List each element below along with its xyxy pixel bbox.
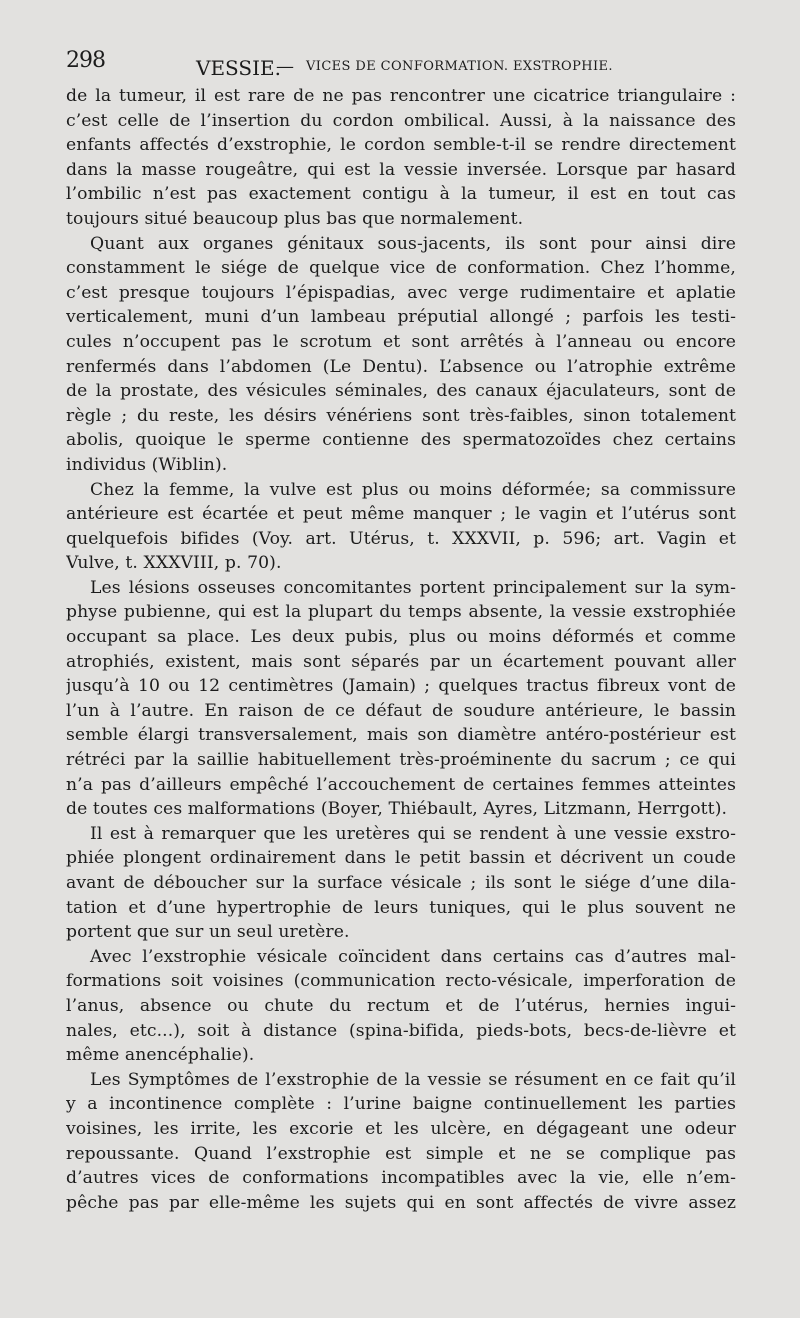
text-line: individus (Wiblin). <box>66 454 228 475</box>
text-line: avant de déboucher sur la surface vésicale ; ils sont le siége d’une dila- <box>66 873 736 893</box>
text-line: semble élargi transversalement, mais son diamètre antéro-postérieur est <box>66 725 736 746</box>
text-line: voisines, les irrite, les excorie et les ulcère, en dégageant une odeur <box>66 1118 736 1139</box>
paragraph-tumeur <box>66 84 736 232</box>
text-line: Les lésions osseuses concomitantes portent principalement sur la sym- <box>90 577 736 598</box>
text-line: renfermés dans l’abdomen (Le Dentu). L’absence ou l’atrophie extrême <box>66 356 736 377</box>
text-line: d’autres vices de conformations incompatibles avec la vie, elle n’em- <box>66 1168 736 1189</box>
text-line: repoussante. Quand l’exstrophie est simple et ne se complique pas <box>66 1143 736 1164</box>
text-line: jusqu’à 10 ou 12 centimètres (Jamain) ; quelques tractus fibreux vont de <box>66 676 736 697</box>
text-line: Les Symptômes de l’exstrophie de la vessie se résument en ce fait qu’il <box>90 1069 736 1090</box>
text-line: antérieure est écartée et peut même manquer ; le vagin et l’utérus sont <box>66 504 736 525</box>
text-line: atrophiés, existent, mais sont séparés par un écartement pouvant aller <box>66 651 736 672</box>
text-line: de toutes ces malformations (Boyer, Thiébault, Ayres, Litzmann, Herrgott). <box>66 799 728 820</box>
text-line: phiée plongent ordinairement dans le petit bassin et décrivent un coude <box>66 848 736 869</box>
text-line: toujours situé beaucoup plus bas que normalement. <box>66 208 524 229</box>
text-line: l’un à l’autre. En raison de ce défaut de soudure antérieure, le bassin <box>66 700 736 721</box>
text-line: portent que sur un seul uretère. <box>66 922 350 943</box>
paragraph-femme <box>66 478 736 576</box>
paragraph-symptomes <box>66 1068 736 1216</box>
text-line: constamment le siége de quelque vice de conformation. Chez l’homme, <box>66 258 736 279</box>
text-line: verticalement, muni d’un lambeau préputial allongé ; parfois les testi- <box>66 307 736 328</box>
text-line: tation et d’une hypertrophie de leurs tuniques, qui le plus souvent ne <box>66 897 736 918</box>
text-line: de la tumeur, il est rare de ne pas rencontrer une cicatrice triangulaire : <box>66 86 736 106</box>
text-line: cules n’occupent pas le scrotum et sont arrêtés à l’anneau ou encore <box>66 331 736 352</box>
paragraph-lesions-osseuses <box>66 576 736 822</box>
running-head <box>66 44 736 84</box>
text-line: Avec l’exstrophie vésicale coïncident dans certains cas d’autres mal- <box>90 946 736 967</box>
text-line: pêche pas par elle-même les sujets qui en sont affectés de vivre assez <box>66 1192 736 1213</box>
text-line: de la prostate, des vésicules séminales, des canaux éjaculateurs, sont de <box>66 381 736 402</box>
text-line: occupant sa place. Les deux pubis, plus ou moins déformés et comme <box>66 627 736 648</box>
running-head-title: VESSIE. <box>196 56 281 80</box>
text-line: c’est celle de l’insertion du cordon ombilical. Aussi, à la naissance des <box>66 110 736 131</box>
paragraph-ureteres <box>66 822 736 945</box>
text-line: rétréci par la saillie habituellement très-proéminente du sacrum ; ce qui <box>66 750 736 771</box>
text-line: Vulve, t. XXXVIII, p. 70). <box>66 553 282 574</box>
text-line: l’ombilic n’est pas exactement contigu à la tumeur, il est en tout cas <box>66 184 736 205</box>
text-line: l’anus, absence ou chute du rectum et de l’utérus, hernies ingui- <box>66 995 736 1016</box>
text-line: quelquefois bifides (Voy. art. Utérus, t. XXXVII, p. 596; art. Vagin et <box>66 528 736 549</box>
running-head-dash: — <box>276 56 294 77</box>
text-line: dans la masse rougeâtre, qui est la vessie inversée. Lorsque par hasard <box>66 159 736 180</box>
text-line: enfants affectés d’exstrophie, le cordon semble-t-il se rendre directement <box>66 135 736 156</box>
paragraph-organes-genitaux <box>66 232 736 478</box>
text-line: n’a pas d’ailleurs empêché l’accouchement de certaines femmes atteintes <box>66 774 736 795</box>
text-line: y a incontinence complète : l’urine baigne continuellement les parties <box>66 1094 736 1115</box>
text-line: même anencéphalie). <box>66 1045 255 1066</box>
paragraph-malformations <box>66 945 736 1068</box>
page-number: 298 <box>66 48 105 73</box>
text-line: nales, etc...), soit à distance (spina-bifida, pieds-bots, becs-de-lièvre et <box>66 1020 736 1041</box>
running-head-subtitle: VICES DE CONFORMATION. EXSTROPHIE. <box>306 59 613 74</box>
text-line: formations soit voisines (communication recto-vésicale, imperforation de <box>66 971 736 992</box>
text-line: règle ; du reste, les désirs vénériens sont très-faibles, sinon totalement <box>66 405 736 426</box>
text-line: c’est presque toujours l’épispadias, avec verge rudimentaire et aplatie <box>66 282 736 303</box>
text-line: Il est à remarquer que les uretères qui se rendent à une vessie exstro- <box>90 823 736 844</box>
text-line: Chez la femme, la vulve est plus ou moins déformée; sa commissure <box>90 479 736 500</box>
text-line: Quant aux organes génitaux sous-jacents, ils sont pour ainsi dire <box>90 233 736 254</box>
text-line: abolis, quoique le sperme contienne des spermatozoïdes chez certains <box>66 430 736 451</box>
body-text <box>66 84 736 1215</box>
text-line: physe pubienne, qui est la plupart du temps absente, la vessie exstrophiée <box>66 602 736 623</box>
